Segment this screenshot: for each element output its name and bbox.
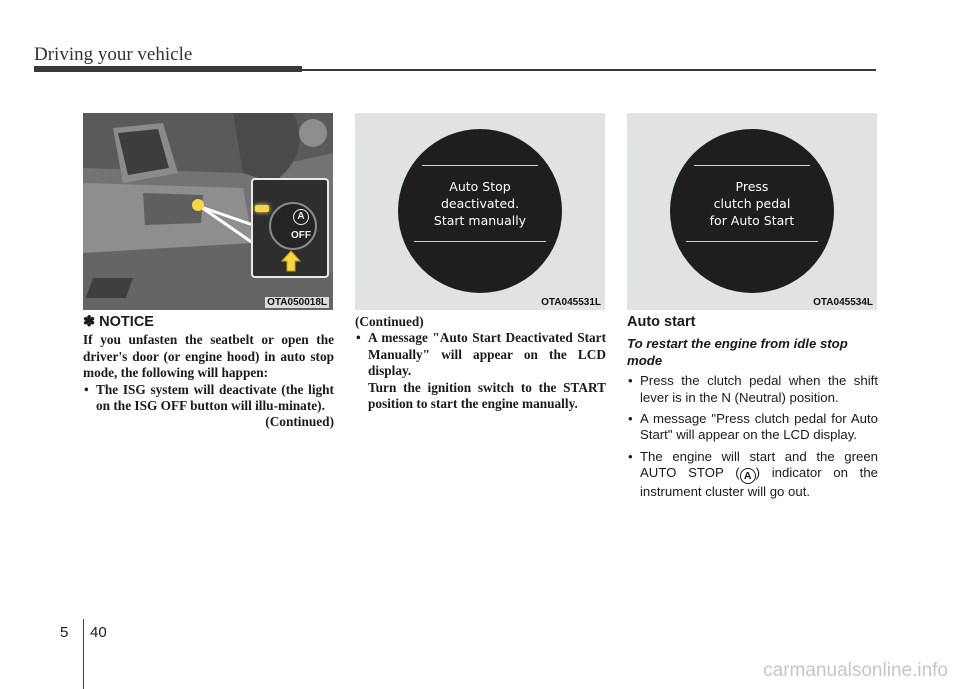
lcd-line-2: deactivated. bbox=[440, 196, 520, 211]
notice-column bbox=[83, 314, 334, 431]
continued-column bbox=[355, 314, 606, 412]
auto-start-bullet-3-pre: The engine will start and the green AUTO STOP ( bbox=[640, 448, 878, 481]
lcd-divider-bottom bbox=[414, 241, 546, 242]
notice-intro: If you unfasten the seatbelt or open the driver's door (or engine hood) in auto stop mode, the following will happen: bbox=[83, 332, 334, 381]
lcd-line-1: Press bbox=[735, 179, 769, 194]
bullet-dot: • bbox=[84, 381, 89, 397]
lcd-divider-bottom bbox=[686, 241, 818, 242]
bullet-dot: • bbox=[356, 330, 361, 346]
lcd-divider-top bbox=[422, 165, 538, 166]
footer-divider bbox=[83, 619, 84, 689]
auto-start-bullet-2-text: A message "Press clutch pedal for Auto Start" will appear on the LCD display. bbox=[640, 411, 878, 443]
notice-title: ✽ NOTICE bbox=[83, 314, 154, 330]
page-section-number: 5 bbox=[60, 624, 69, 641]
figure-isg-button bbox=[83, 113, 333, 310]
lcd-display bbox=[398, 129, 562, 293]
continued-bullet-follow: Turn the ignition switch to the START position to start the engine manually. bbox=[368, 379, 606, 412]
figure-code: OTA045531L bbox=[541, 297, 601, 308]
bullet-dot: • bbox=[628, 373, 633, 389]
isg-off-button-closeup bbox=[251, 178, 329, 278]
lcd-line-3: Start manually bbox=[433, 213, 527, 228]
header-rule-thick bbox=[34, 66, 302, 72]
lcd-divider-top bbox=[694, 165, 810, 166]
auto-start-bullet-2 bbox=[627, 411, 878, 444]
auto-start-bullet-1 bbox=[627, 373, 878, 406]
auto-start-column bbox=[627, 314, 878, 506]
lcd-display bbox=[670, 129, 834, 293]
continued-bullet-lead: A message "Auto Start Deactivated Start Manually" will appear on the LCD display. bbox=[368, 330, 606, 379]
header-rule-thin bbox=[302, 69, 876, 71]
auto-start-bullet-1-text: Press the clutch pedal when the shift lever is in the N (Neutral) position. bbox=[640, 373, 878, 405]
continued-heading: (Continued) bbox=[355, 314, 424, 329]
continued-label: (Continued) bbox=[265, 414, 334, 430]
isg-off-button bbox=[269, 202, 317, 250]
auto-start-bullet-3 bbox=[627, 449, 878, 501]
continued-bullet bbox=[355, 330, 606, 412]
notice-bullet bbox=[83, 382, 334, 415]
lcd-line-1: Auto Stop bbox=[449, 179, 511, 194]
bullet-dot: • bbox=[628, 448, 633, 464]
figure-code: OTA045534L bbox=[813, 297, 873, 308]
auto-start-bullet-3-post: ) indicator on the instrument cluster will go out. bbox=[640, 465, 879, 500]
lcd-line-3: for Auto Start bbox=[709, 213, 795, 228]
lcd-line-2: clutch pedal bbox=[713, 196, 791, 211]
isg-indicator-light bbox=[255, 205, 269, 212]
isg-off-label: OFF bbox=[291, 230, 311, 241]
watermark: carmanualsonline.info bbox=[763, 660, 948, 681]
auto-stop-indicator-icon: A bbox=[740, 468, 756, 484]
arrow-up-icon bbox=[281, 250, 301, 272]
bullet-dot: • bbox=[628, 411, 633, 427]
figure-code: OTA050018L bbox=[267, 297, 327, 308]
auto-start-subtitle: To restart the engine from idle stop mode bbox=[627, 336, 848, 368]
figure-lcd-auto-stop-deactivated bbox=[355, 113, 605, 310]
page-header-title: Driving your vehicle bbox=[34, 44, 193, 65]
page-number: 40 bbox=[90, 624, 107, 641]
auto-start-title: Auto start bbox=[627, 314, 696, 330]
auto-stop-a-symbol: A bbox=[293, 209, 309, 225]
notice-bullet-text: The ISG system will deactivate (the light on the ISG OFF button will illu-minate). bbox=[96, 381, 334, 414]
figure-lcd-press-clutch bbox=[627, 113, 877, 310]
